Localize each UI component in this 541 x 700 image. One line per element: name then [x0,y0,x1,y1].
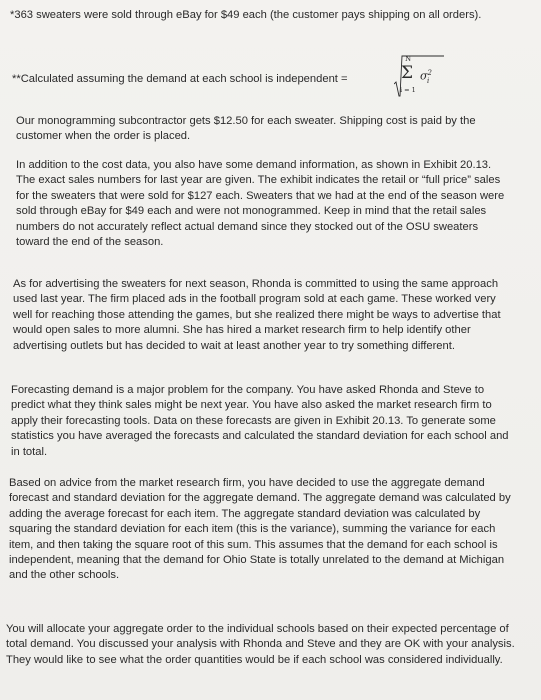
paragraph-allocation: You will allocate your aggregate order to the individual schools based on their expected percentage of total demand. You discussed your analysis with Rhonda and Steve and they are OK with your analysis. They would like to see what the order quantities would be if each school was considered individually. [6,623,515,666]
paragraph-demand-information: In addition to the cost data, you also have some demand information, as shown in Exhibit 20.13. The exact sales numbers for last year are given. The exhibit indicates the retail or “full price” sales for the sweaters that were sold for $127 each. Sweaters that we had at the end of the season were sold through eBay for $49 each and were not monogrammed. Keep in mind that the retail sales numbers do not accurately reflect actual demand since they stocked out of the OSU sweaters toward the end of the season. [16,159,505,249]
footnote-ebay-sales: *363 sweaters were sold through eBay for $49 each (the customer pays shipping on all orders). [10,9,482,21]
sigma-symbol: Σ [401,63,414,83]
variance-symbol: σ [420,69,428,83]
paragraph-advertising: As for advertising the sweaters for next season, Rhonda is committed to using the same approach used last year. The firm placed ads in the football program sold at each game. These worked very well for reaching those attending the games, but she realized there might be ways to advertise that would open sales to more alumni. She has hired a market research firm to help identify other advertising outlets but has decided to wait at least another year to try something different. [13,278,501,352]
variance-subscript: i [426,76,430,85]
footnote-calculated: **Calculated assuming the demand at each school is independent = [12,73,348,85]
paragraph-forecasting: Forecasting demand is a major problem for the company. You have asked Rhonda and Steve to predict what they think sales might be next year. You have also asked the market research firm to apply their forecasting tools. Data on these forecasts are given in Exhibit 20.13. To generate some statistics you have averaged the forecasts and calculated the standard deviation for each school and in total. [11,384,509,458]
variance-exponent: 2 [427,69,432,77]
paragraph-monogramming-cost: Our monogramming subcontractor gets $12.50 for each sweater. Shipping cost is paid by the customer when the order is placed. [16,115,476,143]
sum-lower-limit: i = 1 [400,86,416,94]
sum-upper-limit: N [405,55,412,63]
paragraph-aggregate-demand: Based on advice from the market research firm, you have decided to use the aggregate demand forecast and standard deviation for the aggregate demand. The aggregate demand was calculated by adding the average forecast for each item. The aggregate standard deviation was calculated by squaring the standard deviation for each item (this is the variance), summing the variance for each item, and then taking the square root of this sum. This assumes that the demand for each school is independent, meaning that the demand for Ohio State is totally unrelated to the demand at Michigan and the other schools. [9,477,511,582]
sqrt-sum-variance-formula [394,54,444,100]
variance-term [420,69,432,85]
